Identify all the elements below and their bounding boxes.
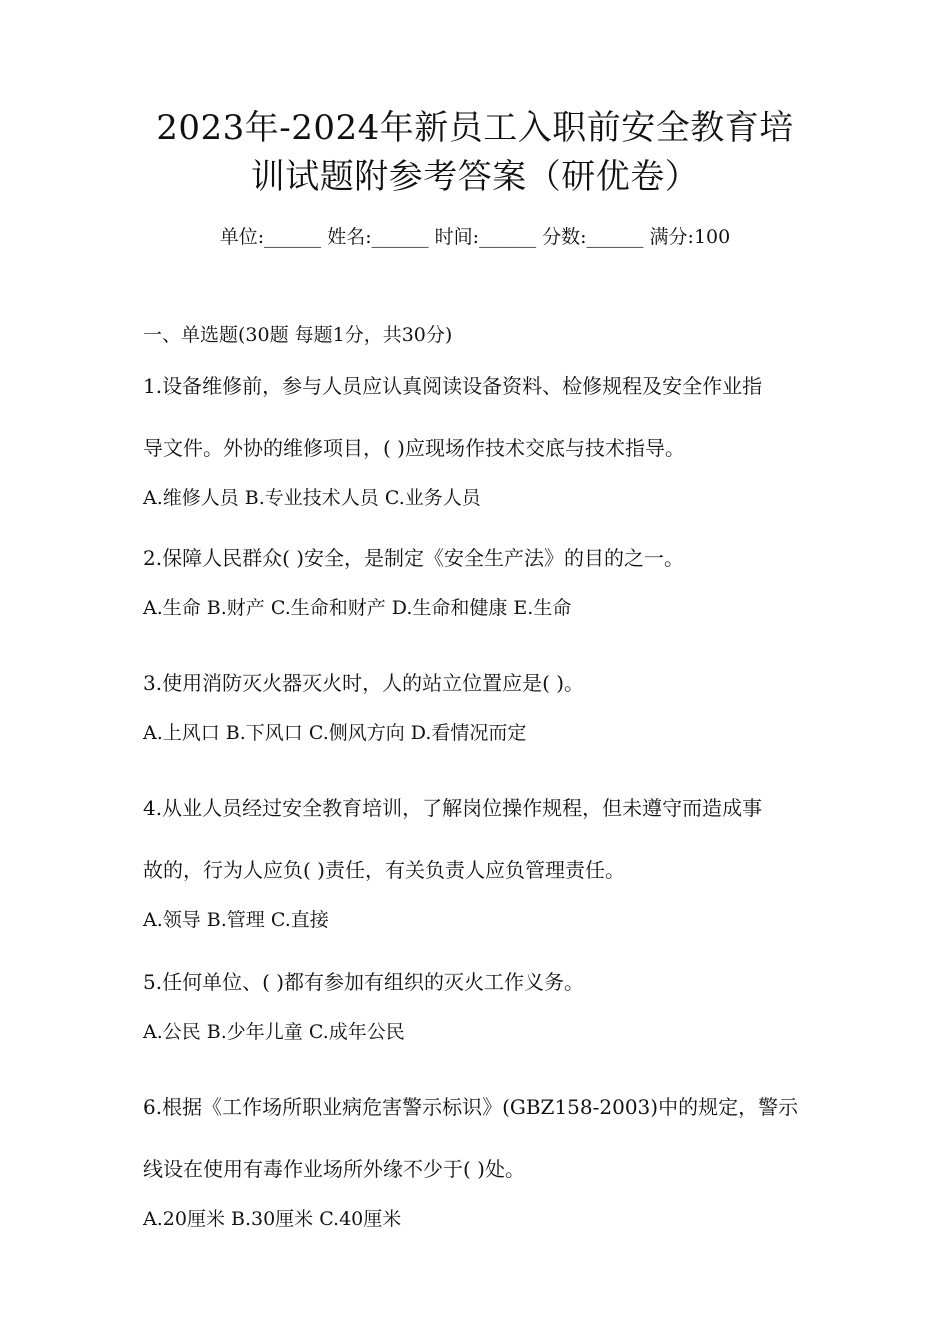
question-text: 4.从业人员经过安全教育培训，了解岗位操作规程，但未遵守而造成事 (143, 796, 763, 820)
question-3 (143, 669, 823, 746)
question-text-continued: 导文件。外协的维修项目，( )应现场作技术交底与技术指导。 (143, 436, 685, 460)
question-4 (143, 794, 823, 933)
question-text: 6.根据《工作场所职业病危害警示标识》(GBZ158-2003)中的规定，警示 (143, 1095, 799, 1119)
question-options: A.上风口 B.下风口 C.侧风方向 D.看情况而定 (143, 722, 527, 744)
question-6 (143, 1093, 823, 1232)
document-title-line-1: 2023年-2024年新员工入职前安全教育培 (156, 108, 794, 148)
question-text: 2.保障人民群众( )安全，是制定《安全生产法》的目的之一。 (143, 546, 685, 570)
document-title-line-2: 训试题附参考答案（研优卷） (250, 157, 700, 197)
question-5 (143, 968, 823, 1045)
question-options: A.20厘米 B.30厘米 C.40厘米 (143, 1208, 402, 1230)
question-text-continued: 故的，行为人应负( )责任，有关负责人应负管理责任。 (143, 858, 625, 882)
question-1 (143, 372, 823, 511)
question-text: 1.设备维修前，参与人员应认真阅读设备资料、检修规程及安全作业指 (143, 374, 763, 398)
question-2 (143, 544, 823, 621)
question-options: A.维修人员 B.专业技术人员 C.业务人员 (143, 487, 481, 509)
question-options: A.领导 B.管理 C.直接 (143, 909, 329, 931)
question-text: 5.任何单位、( )都有参加有组织的灭火工作义务。 (143, 970, 585, 994)
question-options: A.生命 B.财产 C.生命和财产 D.生命和健康 E.生命 (143, 597, 572, 619)
section-heading: 一、单选题(30题 每题1分，共30分) (143, 324, 453, 346)
question-text: 3.使用消防灭火器灭火时，人的站立位置应是( )。 (143, 671, 585, 695)
question-options: A.公民 B.少年儿童 C.成年公民 (143, 1021, 405, 1043)
exam-info-fields: 单位:______ 姓名:______ 时间:______ 分数:______ 满分:100 (219, 226, 731, 248)
question-text-continued: 线设在使用有毒作业场所外缘不少于( )处。 (143, 1157, 525, 1181)
